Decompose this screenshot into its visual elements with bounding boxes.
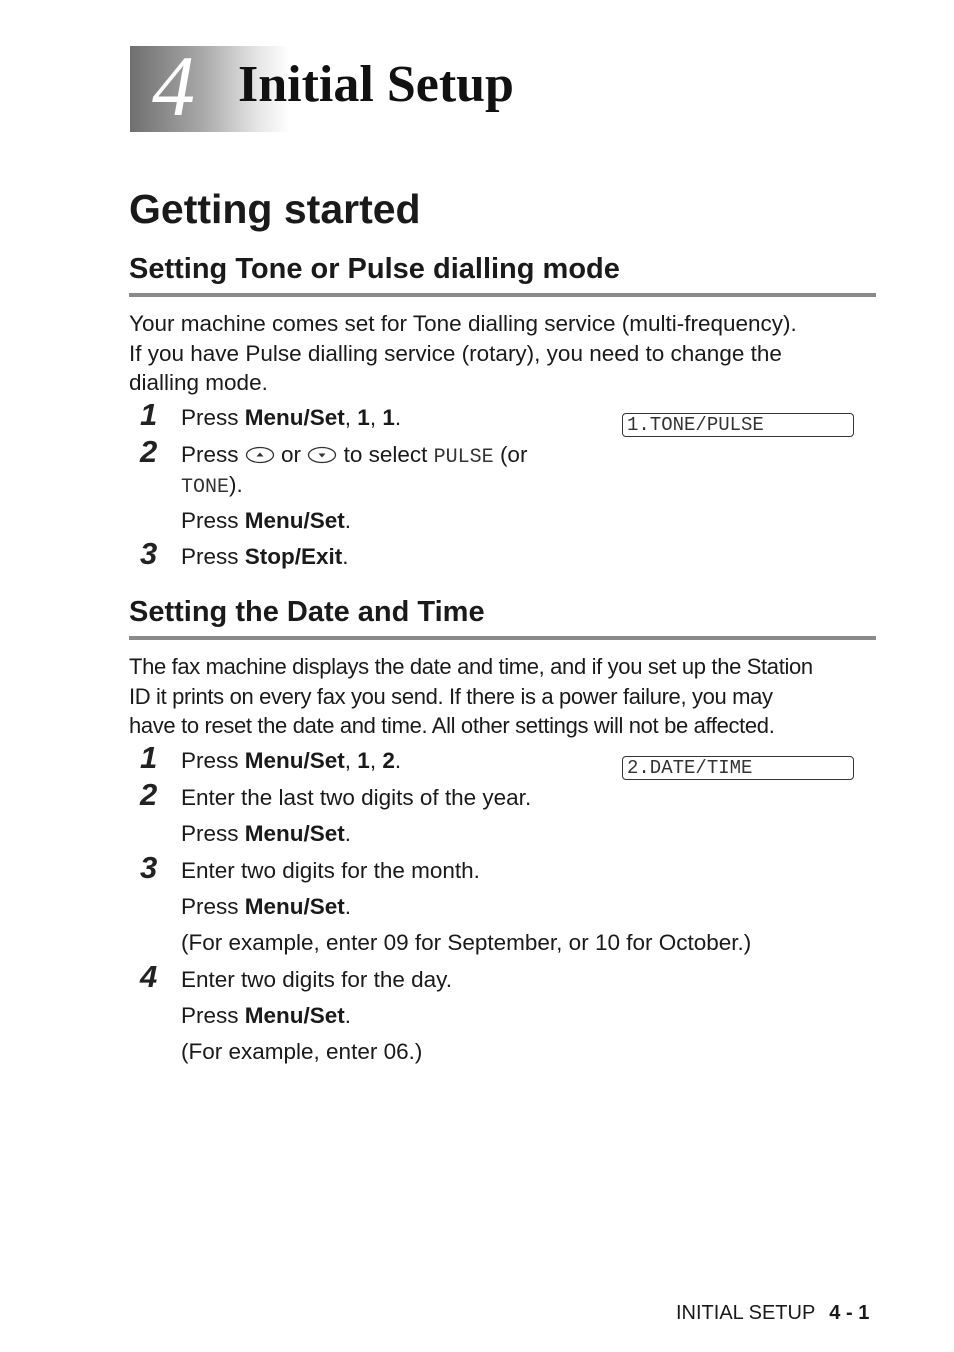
nav-up-key-icon (245, 446, 275, 464)
tone-pulse-intro: Your machine comes set for Tone dialling service (multi-frequency). If you have Pulse dialling service (rotary), you need to change the dialling mode. (129, 311, 797, 395)
step-text: Press Stop/Exit. (181, 544, 349, 569)
lcd-display-tone-pulse: 1.TONE/PULSE (622, 413, 854, 437)
step-text: Press Menu/Set. (181, 1003, 352, 1028)
step-text: Enter two digits for the month. (181, 858, 480, 883)
step-note: (For example, enter 09 for September, or 10 for October.) (181, 930, 752, 955)
step-text: Press Menu/Set, 1, 1. (181, 405, 402, 430)
step-text: Press Menu/Set. (181, 821, 352, 846)
chapter-title: Initial Setup (238, 56, 514, 113)
step-note: (For example, enter 06.) (181, 1039, 423, 1064)
step-text: Enter the last two digits of the year. (181, 785, 532, 810)
step-text: Press Menu/Set. (181, 508, 352, 533)
heading-rule (129, 293, 876, 297)
step-number: 3 (140, 850, 158, 885)
page-number: 4 - 1 (829, 1302, 870, 1324)
step-number: 1 (140, 397, 158, 432)
chapter-number: 4 (152, 38, 195, 134)
heading-rule (129, 636, 876, 640)
step-text: Press Menu/Set. (181, 894, 352, 919)
step-text: TONE). (181, 472, 243, 499)
step-number: 1 (140, 740, 158, 775)
footer-label: INITIAL SETUP (676, 1302, 816, 1324)
step-number: 2 (140, 434, 158, 469)
step-text: Press Menu/Set, 1, 2. (181, 748, 402, 773)
step-number: 4 (140, 959, 158, 994)
step-number: 3 (140, 536, 158, 571)
section-title: Getting started (129, 186, 421, 232)
step-number: 2 (140, 777, 158, 812)
page-footer (676, 1300, 869, 1326)
lcd-display-date-time: 2.DATE/TIME (622, 756, 854, 780)
step-text: Enter two digits for the day. (181, 967, 452, 992)
tone-pulse-heading: Setting Tone or Pulse dialling mode (129, 253, 620, 285)
date-time-heading: Setting the Date and Time (129, 596, 485, 628)
step-text: Press or to select PULSE (or (181, 442, 528, 469)
nav-down-key-icon (307, 446, 337, 464)
date-time-intro: The fax machine displays the date and time, and if you set up the Station ID it prints on every fax you send. If there is a power failure, you may have to reset the date and time. All other settings will not be affected. (129, 654, 813, 738)
